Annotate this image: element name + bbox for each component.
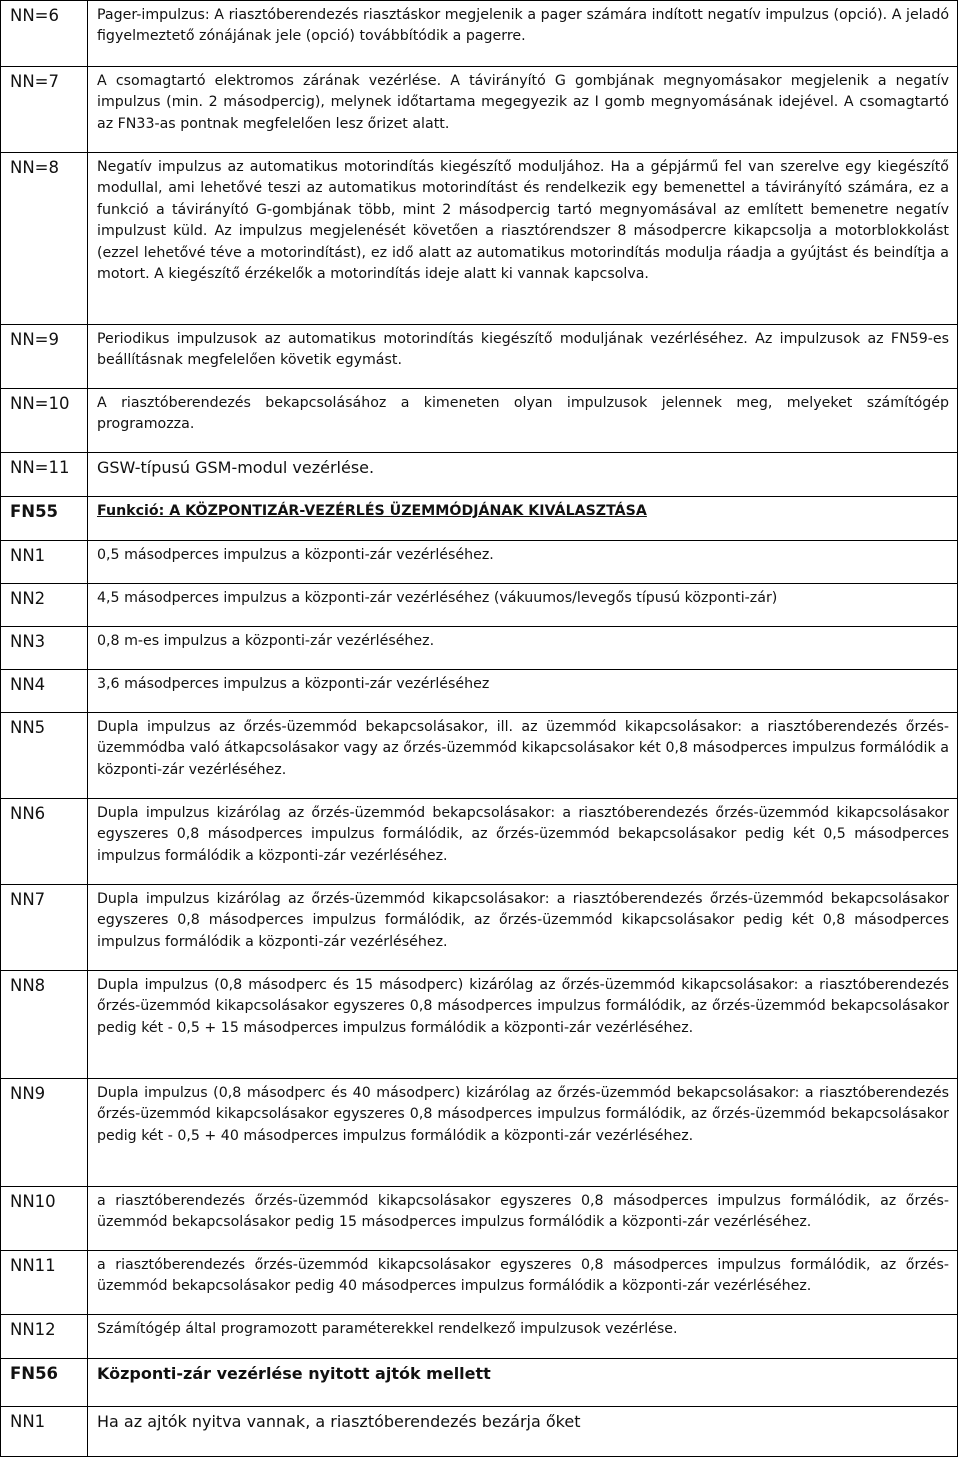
table-row	[1, 971, 958, 1079]
table-row	[1, 1079, 958, 1187]
row-description: Periodikus impulzusok az automatikus motorindítás kiegészítő moduljának vezérléséhez. Az impulzusok az FN59-es beállításnak megfelelően követik egymást.	[88, 325, 958, 389]
row-code: NN6	[1, 799, 88, 885]
row-code: NN5	[1, 713, 88, 799]
row-code: NN3	[1, 627, 88, 670]
row-code: NN7	[1, 885, 88, 971]
row-description: Dupla impulzus az őrzés-üzemmód bekapcsolásakor, ill. az üzemmód kikapcsolásakor: a riasztóberendezés őrzés-üzemmódba való átkapcsolásakor vagy az őrzés-üzemmód kikapcsolásakor két 0,8 másodperces impulzus formálódik a központi-zár vezérléséhez.	[88, 713, 958, 799]
row-description: Dupla impulzus (0,8 másodperc és 40 másodperc) kizárólag az őrzés-üzemmód bekapcsolásakor: a riasztóberendezés őrzés-üzemmód kikapcsolásakor egyszeres 0,8 másodperces impulzus formálódik, az őrzés-üzemmód bekapcsolásakor pedig két - 0,5 + 40 másodperces impulzus formálódik a központi-zár vezérléséhez.	[88, 1079, 958, 1187]
table-row	[1, 1359, 958, 1407]
row-code: NN9	[1, 1079, 88, 1187]
row-description: 4,5 másodperces impulzus a központi-zár vezérléséhez (vákuumos/levegős típusú központi-zár)	[88, 584, 958, 627]
row-description: Számítógép által programozott paraméterekkel rendelkező impulzusok vezérlése.	[88, 1315, 958, 1359]
row-description: A csomagtartó elektromos zárának vezérlése. A távirányító G gombjának megnyomásakor megjelenik a negatív impulzus (min. 2 másodpercig), melynek időtartama megegyezik az I gomb megnyomásának idejével. A csomagtartó az FN33-as pontnak megfelelően lesz őrizet alatt.	[88, 67, 958, 153]
row-description: Dupla impulzus (0,8 másodperc és 15 másodperc) kizárólag az őrzés-üzemmód kikapcsolásakor: a riasztóberendezés őrzés-üzemmód kikapcsolásakor egyszeres 0,8 másodperces impulzus formálódik, az őrzés-üzemmód bekapcsolásakor pedig két - 0,5 + 15 másodperces impulzus formálódik a központi-zár vezérléséhez.	[88, 971, 958, 1079]
table-row	[1, 541, 958, 584]
row-code: NN=9	[1, 325, 88, 389]
function-heading: Funkció: A KÖZPONTIZÁR-VEZÉRLÉS ÜZEMMÓDJÁNAK KIVÁLASZTÁSA	[88, 497, 958, 541]
table-row	[1, 497, 958, 541]
table-row	[1, 885, 958, 971]
table-row	[1, 325, 958, 389]
row-description: GSW-típusú GSM-modul vezérlése.	[88, 453, 958, 497]
row-code: NN=7	[1, 67, 88, 153]
function-heading: Központi-zár vezérlése nyitott ajtók mellett	[88, 1359, 958, 1407]
row-code: NN12	[1, 1315, 88, 1359]
row-description: Pager-impulzus: A riasztóberendezés riasztáskor megjelenik a pager számára indított negatív impulzus (opció). A jeladó figyelmeztető zónájának jele (opció) továbbítódik a pagerre.	[88, 1, 958, 67]
table-row	[1, 584, 958, 627]
row-description: A riasztóberendezés bekapcsolásához a kimeneten olyan impulzusok jelennek meg, melyeket számítógép programozza.	[88, 389, 958, 453]
table-row	[1, 453, 958, 497]
row-code: NN=6	[1, 1, 88, 67]
row-description: a riasztóberendezés őrzés-üzemmód kikapcsolásakor egyszeres 0,8 másodperces impulzus formálódik, az őrzés-üzemmód bekapcsolásakor pedig 15 másodperces impulzus formálódik a központi-zár vezérléséhez.	[88, 1187, 958, 1251]
table-row	[1, 1407, 958, 1457]
row-code: NN10	[1, 1187, 88, 1251]
table-row	[1, 389, 958, 453]
table-row	[1, 670, 958, 713]
row-code: NN1	[1, 1407, 88, 1457]
table-row	[1, 67, 958, 153]
table-row	[1, 713, 958, 799]
row-code: NN=10	[1, 389, 88, 453]
row-description: Negatív impulzus az automatikus motorindítás kiegészítő moduljához. Ha a gépjármű fel van szerelve egy kiegészítő modullal, ami lehetővé teszi az automatikus motorindítást és rendelkezik egy bemenettel a távirányító számára, ez a funkció a távirányító G-gombjának több, mint 2 másodpercig tartó megnyomásával az említett bemenetre negatív impulzust küld. Az impulzus megjelenését követően a riasztórendszer 8 másodpercre kikapcsolja a motorblokkolást (ezzel lehetővé téve a motorindítást), ez idő alatt az automatikus motorindítás modulja ráadja a gyújtást és beindítja a motort. A kiegészítő érzékelők a motorindítás ideje alatt ki vannak kapcsolva.	[88, 153, 958, 325]
row-code: NN4	[1, 670, 88, 713]
table-row	[1, 627, 958, 670]
row-description: Dupla impulzus kizárólag az őrzés-üzemmód bekapcsolásakor: a riasztóberendezés őrzés-üzemmód kikapcsolásakor egyszeres 0,8 másodperces impulzus formálódik, az őrzés-üzemmód bekapcsolásakor pedig két 0,5 másodperces impulzus formálódik a központi-zár vezérléséhez.	[88, 799, 958, 885]
table-row	[1, 153, 958, 325]
row-description: 0,5 másodperces impulzus a központi-zár vezérléséhez.	[88, 541, 958, 584]
table-row	[1, 1251, 958, 1315]
function-code: FN55	[1, 497, 88, 541]
row-code: NN8	[1, 971, 88, 1079]
row-description: a riasztóberendezés őrzés-üzemmód kikapcsolásakor egyszeres 0,8 másodperces impulzus formálódik, az őrzés-üzemmód bekapcsolásakor pedig 40 másodperces impulzus formálódik a központi-zár vezérléséhez.	[88, 1251, 958, 1315]
function-code: FN56	[1, 1359, 88, 1407]
row-code: NN11	[1, 1251, 88, 1315]
row-code: NN1	[1, 541, 88, 584]
row-code: NN=8	[1, 153, 88, 325]
row-description: 3,6 másodperces impulzus a központi-zár vezérléséhez	[88, 670, 958, 713]
table-row	[1, 1187, 958, 1251]
row-description: 0,8 m-es impulzus a központi-zár vezérléséhez.	[88, 627, 958, 670]
table-row	[1, 1, 958, 67]
row-code: NN=11	[1, 453, 88, 497]
table-row	[1, 799, 958, 885]
row-code: NN2	[1, 584, 88, 627]
row-description: Ha az ajtók nyitva vannak, a riasztóberendezés bezárja őket	[88, 1407, 958, 1457]
table-row	[1, 1315, 958, 1359]
row-description: Dupla impulzus kizárólag az őrzés-üzemmód kikapcsolásakor: a riasztóberendezés őrzés-üzemmód bekapcsolásakor egyszeres 0,8 másodperces impulzus formálódik, az őrzés-üzemmód kikapcsolásakor pedig két 0,8 másodperces impulzus formálódik a központi-zár vezérléséhez.	[88, 885, 958, 971]
